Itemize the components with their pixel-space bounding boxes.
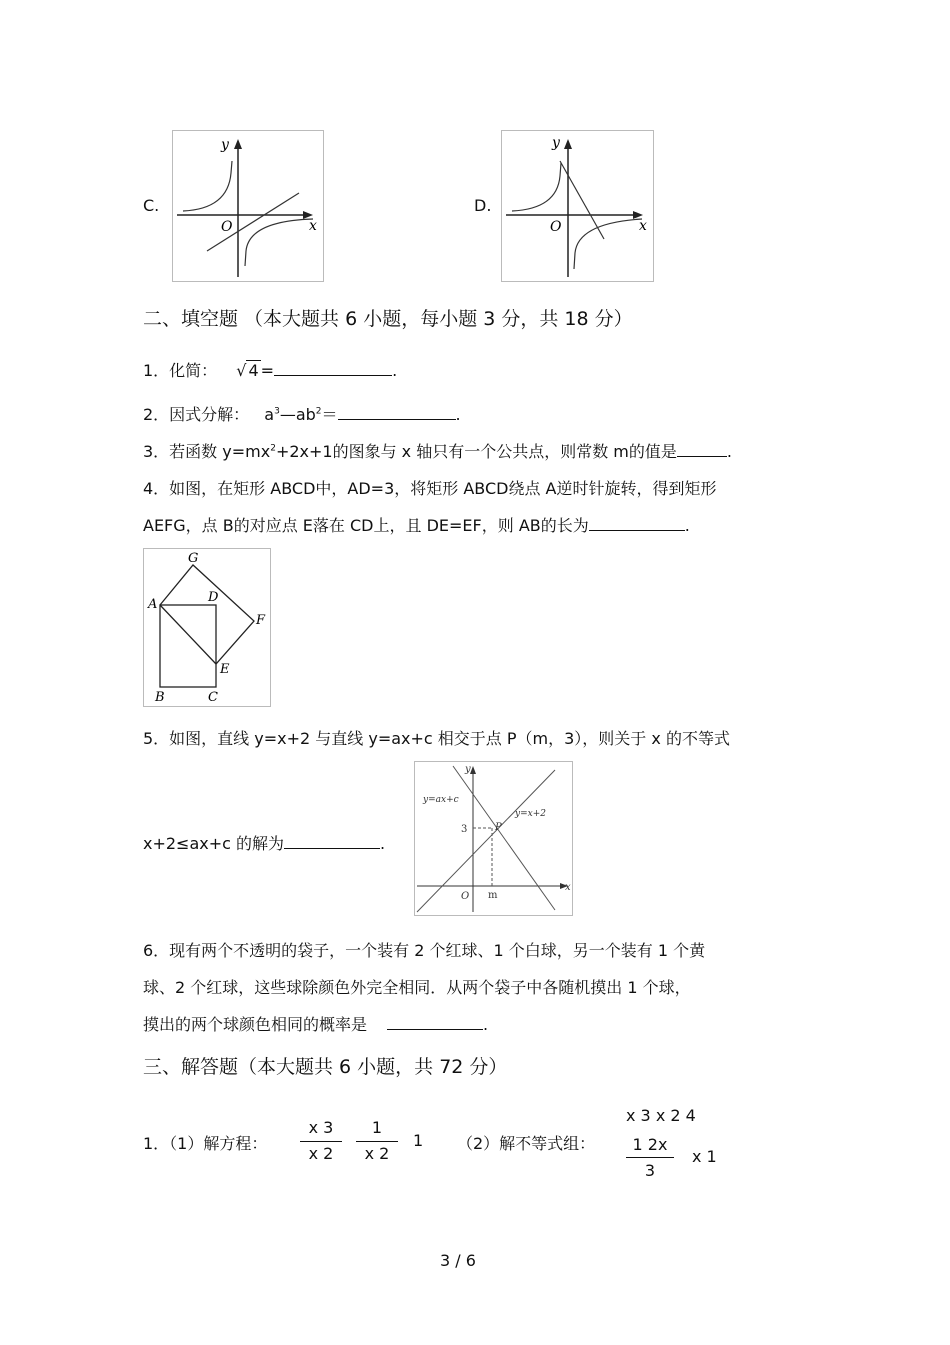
fig5-origin: O <box>461 891 470 902</box>
q2-2 <box>143 402 461 425</box>
option-c-origin: O <box>221 219 233 235</box>
option-d-graph <box>501 130 654 282</box>
ineq2-den: 3 <box>644 1161 656 1180</box>
option-c-label: C. <box>143 196 160 215</box>
option-c-x: x <box>309 218 317 234</box>
q2-6-blank <box>387 1013 483 1030</box>
option-d-origin: O <box>550 219 562 235</box>
option-d-x: x <box>639 218 647 234</box>
fig-b: B <box>155 690 165 705</box>
q2-3-blank <box>677 440 727 457</box>
q2-6-line1: 6．现有两个不透明的袋子，一个装有 2 个红球、1 个白球，另一个装有 1 个黄 <box>143 941 706 960</box>
q2-4-text: AEFG，点 B的对应点 E落在 CD上，且 DE=EF，则 AB的长为 <box>143 516 589 535</box>
frac2-bar <box>356 1141 398 1142</box>
frac1-den: x 2 <box>308 1144 334 1163</box>
tick-3: 3 <box>461 824 468 835</box>
q2-4-line2 <box>143 513 690 536</box>
q2-3-end: . <box>726 442 732 461</box>
label-ax-c: y=ax+c <box>423 795 459 805</box>
option-d-y: y <box>552 135 560 151</box>
fig-a: A <box>148 597 158 612</box>
eq-rhs: 1 <box>413 1131 424 1150</box>
section-3-heading: 三、解答题（本大题共 6 小题，共 72 分） <box>143 1056 508 1078</box>
page-number: 3 / 6 <box>440 1251 476 1270</box>
q2-2-blank <box>338 403 456 420</box>
ineq2-num: 1 2x <box>632 1135 668 1154</box>
fig-c: C <box>208 690 218 705</box>
option-c-graph <box>172 130 324 282</box>
q2-2-mid: —ab <box>279 405 316 424</box>
q2-3 <box>143 439 732 462</box>
q2-1-radicand: 4 <box>248 361 259 380</box>
q2-3-prefix: 3．若函数 y=mx <box>143 442 271 461</box>
q2-4-line1: 4．如图，在矩形 ABCD中，AD=3，将矩形 ABCD绕点 A逆时针旋转，得到矩形 <box>143 479 717 498</box>
q2-6-line2: 球、2 个红球，这些球除颜色外完全相同．从两个袋子中各随机摸出 1 个球， <box>143 978 691 997</box>
fig5-x: x <box>565 882 571 893</box>
fig-e: E <box>220 662 230 677</box>
q2-1 <box>143 358 397 381</box>
fig-g: G <box>188 551 199 566</box>
q2-2-end: . <box>455 405 461 424</box>
option-c-y: y <box>221 137 229 153</box>
q2-3-rest: +2x+1的图象与 x 轴只有一个公共点，则常数 m的值是 <box>275 442 677 461</box>
q2-1-prefix: 1．化简： <box>143 361 218 380</box>
fig5-y: y <box>465 764 471 775</box>
rectangle-rotation-figure <box>143 548 271 707</box>
ineq1: x 3 x 2 4 <box>626 1106 696 1125</box>
q2-4-blank <box>589 514 685 531</box>
option-d-label: D. <box>474 196 492 215</box>
frac2-den: x 2 <box>364 1144 390 1163</box>
q2-1-blank <box>274 359 392 376</box>
q2-6-line3 <box>143 1012 488 1035</box>
fig-d: D <box>208 590 219 605</box>
point-p: P <box>495 822 502 833</box>
ineq2-rhs: x 1 <box>692 1147 717 1166</box>
section-2-heading: 二、填空题 （本大题共 6 小题，每小题 3 分，共 18 分） <box>143 308 633 330</box>
q2-1-end: . <box>392 361 398 380</box>
q2-2-eq: ＝ <box>321 405 338 424</box>
frac2-num: 1 <box>371 1118 383 1137</box>
sqrt-symbol: √ 4 <box>236 361 259 380</box>
q2-5-end: . <box>380 834 386 853</box>
q2-5-text: x+2≤ax+c 的解为 <box>143 834 285 853</box>
q2-6-text: 摸出的两个球颜色相同的概率是 <box>143 1015 368 1034</box>
q2-1-eq: = <box>260 361 275 380</box>
fig-f: F <box>256 613 266 628</box>
ineq2-bar <box>626 1157 674 1158</box>
q2-4-end: . <box>684 516 690 535</box>
label-x-2: y=x+2 <box>515 809 546 819</box>
frac1-bar <box>300 1141 342 1142</box>
q2-5-line1: 5．如图，直线 y=x+2 与直线 y=ax+c 相交于点 P（m，3），则关于 x 的不等式 <box>143 729 730 748</box>
q2-6-end: . <box>483 1015 489 1034</box>
q2-3-exp2: 2 <box>270 443 276 454</box>
q2-5-blank <box>284 832 380 849</box>
two-lines-figure <box>414 761 573 916</box>
q3-1-label2: （2）解不等式组： <box>457 1134 596 1153</box>
q3-1-label: 1．（1）解方程： <box>143 1134 268 1153</box>
frac1-num: x 3 <box>308 1118 334 1137</box>
q2-2-prefix: 2．因式分解： <box>143 405 250 424</box>
q2-2-exp3: 3 <box>274 406 280 417</box>
tick-m: m <box>488 890 498 901</box>
q2-2-a: a <box>264 405 275 424</box>
q2-5-line2 <box>143 831 385 854</box>
q2-2-exp2: 2 <box>315 406 322 417</box>
